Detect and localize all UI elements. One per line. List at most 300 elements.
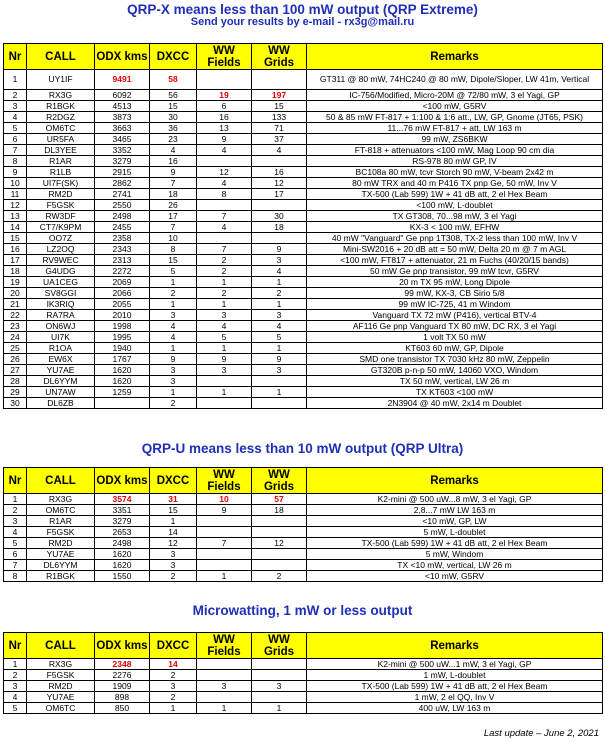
cell-nr: 5 <box>4 123 27 134</box>
table-header-row <box>4 44 603 70</box>
cell-grids: 37 <box>252 134 307 145</box>
cell-fields: 2 <box>197 255 252 266</box>
cell-remarks: 50 & 85 mW FT-817 + 1:100 & 1:6 att., LW, GP, Gnome (JT65, PSK) <box>307 112 603 123</box>
cell-grids: 57 <box>252 494 307 505</box>
cell-nr: 13 <box>4 211 27 222</box>
cell-nr: 18 <box>4 266 27 277</box>
cell-call: DL6YYM <box>27 376 95 387</box>
cell-odx: 2550 <box>95 200 150 211</box>
cell-remarks: 40 mW "Vanguard" Ge pnp 1T308, TX-2 less than 100 mW, Inv V <box>307 233 603 244</box>
cell-remarks: RS-978 80 mW GP, IV <box>307 156 603 167</box>
table-header-row <box>4 633 603 659</box>
cell-dxcc: 15 <box>150 255 197 266</box>
cell-remarks: FT-818 + attenuators <100 mW, Mag Loop 90 cm dia <box>307 145 603 156</box>
cell-grids <box>252 659 307 670</box>
cell-nr: 27 <box>4 365 27 376</box>
col-dxcc-header: DXCC <box>150 468 197 494</box>
cell-fields: 13 <box>197 123 252 134</box>
cell-remarks: Vanguard TX 72 mW (P416), vertical BTV-4 <box>307 310 603 321</box>
cell-odx: 2653 <box>95 527 150 538</box>
cell-fields: 8 <box>197 189 252 200</box>
cell-grids: 1 <box>252 343 307 354</box>
cell-odx: 2358 <box>95 233 150 244</box>
table-row <box>4 200 603 211</box>
cell-grids <box>252 398 307 409</box>
table-row <box>4 527 603 538</box>
cell-nr: 16 <box>4 244 27 255</box>
cell-call: UA1CEG <box>27 277 95 288</box>
col-odx-header: ODX kms <box>95 468 150 494</box>
cell-call: IK3RIQ <box>27 299 95 310</box>
cell-grids: 1 <box>252 299 307 310</box>
cell-dxcc: 3 <box>150 310 197 321</box>
qrp-u-title: QRP-U means less than 10 mW output (QRP Ultra) <box>141 441 464 456</box>
cell-fields: 2 <box>197 288 252 299</box>
cell-dxcc: 31 <box>150 494 197 505</box>
cell-odx: 1620 <box>95 376 150 387</box>
cell-remarks: TX 50 mW, vertical, LW 26 m <box>307 376 603 387</box>
cell-fields: 1 <box>197 387 252 398</box>
table-row <box>4 365 603 376</box>
cell-grids <box>252 516 307 527</box>
cell-fields: 9 <box>197 505 252 516</box>
cell-dxcc: 9 <box>150 354 197 365</box>
cell-remarks: 1 mW, 2 el QQ, Inv V <box>307 692 603 703</box>
cell-odx: 2455 <box>95 222 150 233</box>
cell-remarks: SMD one transistor TX 7030 kHz 80 mW, Zeppelin <box>307 354 603 365</box>
cell-odx <box>95 398 150 409</box>
cell-fields <box>197 549 252 560</box>
cell-nr: 6 <box>4 134 27 145</box>
cell-call: UI7F(SK) <box>27 178 95 189</box>
col-fields-header: WW Fields <box>197 44 252 70</box>
table-row <box>4 90 603 101</box>
cell-dxcc: 4 <box>150 332 197 343</box>
cell-fields: 9 <box>197 134 252 145</box>
cell-nr: 26 <box>4 354 27 365</box>
cell-fields: 6 <box>197 101 252 112</box>
cell-nr: 2 <box>4 90 27 101</box>
cell-fields: 12 <box>197 167 252 178</box>
cell-remarks: 99 mW, ZS6BKW <box>307 134 603 145</box>
cell-grids: 4 <box>252 145 307 156</box>
cell-dxcc: 1 <box>150 299 197 310</box>
table-header-row <box>4 468 603 494</box>
cell-grids <box>252 549 307 560</box>
table-row <box>4 376 603 387</box>
cell-fields: 1 <box>197 277 252 288</box>
cell-odx: 3574 <box>95 494 150 505</box>
cell-grids: 18 <box>252 505 307 516</box>
table-row <box>4 70 603 90</box>
cell-call: CT7/K9PM <box>27 222 95 233</box>
cell-remarks: GT320B p-n-p 50 mW, 14060 VXO, Windom <box>307 365 603 376</box>
cell-odx: 4513 <box>95 101 150 112</box>
table-row <box>4 112 603 123</box>
cell-odx: 9491 <box>95 70 150 90</box>
table-row <box>4 299 603 310</box>
cell-remarks: TX KT603 <100 mW <box>307 387 603 398</box>
cell-grids <box>252 376 307 387</box>
cell-fields <box>197 670 252 681</box>
cell-dxcc: 16 <box>150 156 197 167</box>
cell-call: F5GSK <box>27 527 95 538</box>
cell-remarks: 20 m TX 95 mW, Long Dipole <box>307 277 603 288</box>
cell-call: UI7K <box>27 332 95 343</box>
cell-fields: 3 <box>197 681 252 692</box>
table-row <box>4 387 603 398</box>
cell-grids <box>252 560 307 571</box>
cell-remarks: TX <10 mW, vertical, LW 26 m <box>307 560 603 571</box>
table-row <box>4 288 603 299</box>
table-row <box>4 255 603 266</box>
cell-call: ON6WJ <box>27 321 95 332</box>
cell-nr: 22 <box>4 310 27 321</box>
cell-nr: 28 <box>4 376 27 387</box>
cell-call: EW6X <box>27 354 95 365</box>
cell-grids <box>252 233 307 244</box>
cell-remarks: Mini-SW2016 + 20 dB att = 50 mW, Delta 20 m @ 7 m AGL <box>307 244 603 255</box>
table-row <box>4 244 603 255</box>
cell-remarks: BC108a 80 mW, tcvr Storch 90 mW, V-beam 2x42 m <box>307 167 603 178</box>
cell-grids: 4 <box>252 266 307 277</box>
cell-odx: 1259 <box>95 387 150 398</box>
cell-odx: 1995 <box>95 332 150 343</box>
cell-remarks: <10 mW, GP, LW <box>307 516 603 527</box>
cell-odx: 2055 <box>95 299 150 310</box>
table-row <box>4 398 603 409</box>
cell-fields: 19 <box>197 90 252 101</box>
cell-grids: 18 <box>252 222 307 233</box>
cell-dxcc: 36 <box>150 123 197 134</box>
cell-nr: 7 <box>4 560 27 571</box>
cell-grids <box>252 200 307 211</box>
cell-fields: 1 <box>197 571 252 582</box>
cell-nr: 5 <box>4 538 27 549</box>
cell-dxcc: 8 <box>150 244 197 255</box>
cell-dxcc: 2 <box>150 571 197 582</box>
cell-odx: 2066 <box>95 288 150 299</box>
table-row <box>4 560 603 571</box>
cell-fields <box>197 70 252 90</box>
cell-fields <box>197 527 252 538</box>
cell-grids: 12 <box>252 178 307 189</box>
cell-call: R1AR <box>27 516 95 527</box>
cell-dxcc: 15 <box>150 505 197 516</box>
cell-dxcc: 1 <box>150 703 197 714</box>
table-row <box>4 222 603 233</box>
cell-grids <box>252 670 307 681</box>
cell-odx: 850 <box>95 703 150 714</box>
last-update-note: Last update – June 2, 2021 <box>483 728 599 739</box>
col-remarks-header: Remarks <box>307 468 603 494</box>
cell-call: R1OA <box>27 343 95 354</box>
cell-grids: 16 <box>252 167 307 178</box>
cell-dxcc: 4 <box>150 145 197 156</box>
col-remarks-header: Remarks <box>307 633 603 659</box>
cell-dxcc: 12 <box>150 538 197 549</box>
cell-fields: 7 <box>197 244 252 255</box>
cell-fields: 10 <box>197 494 252 505</box>
cell-dxcc: 3 <box>150 560 197 571</box>
cell-remarks: KT603 60 mW, GP, Dipole <box>307 343 603 354</box>
cell-nr: 8 <box>4 156 27 167</box>
cell-nr: 6 <box>4 549 27 560</box>
cell-nr: 14 <box>4 222 27 233</box>
cell-grids: 2 <box>252 288 307 299</box>
col-nr-header: Nr <box>4 44 27 70</box>
col-dxcc-header: DXCC <box>150 44 197 70</box>
cell-nr: 11 <box>4 189 27 200</box>
table-row <box>4 703 603 714</box>
cell-dxcc: 56 <box>150 90 197 101</box>
cell-grids: 3 <box>252 255 307 266</box>
cell-call: DL6ZB <box>27 398 95 409</box>
cell-nr: 25 <box>4 343 27 354</box>
col-call-header: CALL <box>27 44 95 70</box>
cell-dxcc: 3 <box>150 365 197 376</box>
cell-call: YU7AE <box>27 549 95 560</box>
cell-nr: 30 <box>4 398 27 409</box>
cell-dxcc: 2 <box>150 288 197 299</box>
cell-nr: 12 <box>4 200 27 211</box>
table-row <box>4 167 603 178</box>
table-row <box>4 277 603 288</box>
cell-dxcc: 18 <box>150 189 197 200</box>
cell-remarks: 1 mW, L-doublet <box>307 670 603 681</box>
cell-fields <box>197 376 252 387</box>
cell-nr: 3 <box>4 681 27 692</box>
cell-odx: 898 <box>95 692 150 703</box>
cell-grids: 1 <box>252 387 307 398</box>
cell-call: F5GSK <box>27 200 95 211</box>
cell-call: SV8GGI <box>27 288 95 299</box>
table-row <box>4 211 603 222</box>
table-row <box>4 354 603 365</box>
table-row <box>4 178 603 189</box>
table-row <box>4 101 603 112</box>
cell-remarks: <100 mW, L-doublet <box>307 200 603 211</box>
table-row <box>4 681 603 692</box>
cell-odx: 1909 <box>95 681 150 692</box>
cell-fields <box>197 560 252 571</box>
cell-dxcc: 1 <box>150 516 197 527</box>
col-dxcc-header: DXCC <box>150 633 197 659</box>
col-call-header: CALL <box>27 633 95 659</box>
cell-remarks: <100 mW, FT817 + attenuator, 21 m Fuchs (40/20/15 bands) <box>307 255 603 266</box>
cell-fields: 5 <box>197 332 252 343</box>
cell-call: RX3G <box>27 494 95 505</box>
cell-dxcc: 58 <box>150 70 197 90</box>
cell-call: RV9WEC <box>27 255 95 266</box>
cell-nr: 3 <box>4 516 27 527</box>
cell-fields <box>197 516 252 527</box>
cell-call: RX3G <box>27 659 95 670</box>
cell-remarks: 99 mW, KX-3, CB Sirio 5/8 <box>307 288 603 299</box>
col-grids-header: WW Grids <box>252 44 307 70</box>
cell-dxcc: 2 <box>150 670 197 681</box>
cell-nr: 24 <box>4 332 27 343</box>
cell-odx: 2498 <box>95 211 150 222</box>
cell-dxcc: 5 <box>150 266 197 277</box>
cell-odx: 1620 <box>95 365 150 376</box>
cell-dxcc: 30 <box>150 112 197 123</box>
col-nr-header: Nr <box>4 633 27 659</box>
cell-grids: 3 <box>252 310 307 321</box>
cell-call: UY1IF <box>27 70 95 90</box>
cell-remarks: 5 mW, L-doublet <box>307 527 603 538</box>
cell-dxcc: 2 <box>150 692 197 703</box>
cell-grids: 9 <box>252 244 307 255</box>
qrp-x-title: QRP-X means less than 100 mW output (QRP Extreme) <box>127 2 478 17</box>
cell-call: DL3YEE <box>27 145 95 156</box>
table-row <box>4 516 603 527</box>
cell-fields: 1 <box>197 299 252 310</box>
cell-call: UR5FA <box>27 134 95 145</box>
cell-grids: 1 <box>252 277 307 288</box>
cell-remarks: K2-mini @ 500 uW...1 mW, 3 el Yagi, GP <box>307 659 603 670</box>
col-grids-header: WW Grids <box>252 468 307 494</box>
cell-call: RM2D <box>27 681 95 692</box>
cell-odx: 2862 <box>95 178 150 189</box>
cell-grids <box>252 692 307 703</box>
cell-odx: 3352 <box>95 145 150 156</box>
cell-fields <box>197 233 252 244</box>
cell-remarks: 11...76 mW FT-817 + att, LW 163 m <box>307 123 603 134</box>
cell-odx: 1620 <box>95 549 150 560</box>
cell-remarks: TX-500 (Lab 599) 1W + 41 dB att, 2 el Hex Beam <box>307 681 603 692</box>
cell-call: RW3DF <box>27 211 95 222</box>
cell-nr: 4 <box>4 527 27 538</box>
col-nr-header: Nr <box>4 468 27 494</box>
cell-dxcc: 1 <box>150 387 197 398</box>
cell-remarks: TX-500 (Lab 599) 1W + 41 dB att, 2 el Hex Beam <box>307 189 603 200</box>
cell-dxcc: 7 <box>150 222 197 233</box>
cell-grids: 3 <box>252 365 307 376</box>
table-row <box>4 670 603 681</box>
cell-dxcc: 17 <box>150 211 197 222</box>
table-row <box>4 549 603 560</box>
col-fields-header: WW Fields <box>197 468 252 494</box>
cell-fields: 4 <box>197 222 252 233</box>
cell-grids <box>252 527 307 538</box>
cell-odx: 1550 <box>95 571 150 582</box>
table-row <box>4 538 603 549</box>
col-odx-header: ODX kms <box>95 44 150 70</box>
table-row <box>4 189 603 200</box>
table-row <box>4 233 603 244</box>
cell-nr: 3 <box>4 101 27 112</box>
cell-call: R1BGK <box>27 571 95 582</box>
cell-fields <box>197 200 252 211</box>
cell-remarks: 99 mW IC-725, 41 m Windom <box>307 299 603 310</box>
cell-call: UN7AW <box>27 387 95 398</box>
cell-nr: 23 <box>4 321 27 332</box>
cell-odx: 1998 <box>95 321 150 332</box>
cell-nr: 5 <box>4 703 27 714</box>
cell-fields: 1 <box>197 343 252 354</box>
cell-dxcc: 3 <box>150 681 197 692</box>
cell-odx: 2010 <box>95 310 150 321</box>
table-row <box>4 692 603 703</box>
cell-fields <box>197 692 252 703</box>
cell-nr: 4 <box>4 112 27 123</box>
cell-remarks: KX-3 < 100 mW, EFHW <box>307 222 603 233</box>
cell-call: F5GSK <box>27 670 95 681</box>
cell-odx: 2915 <box>95 167 150 178</box>
cell-remarks: 400 uW, LW 163 m <box>307 703 603 714</box>
cell-nr: 7 <box>4 145 27 156</box>
cell-odx: 2313 <box>95 255 150 266</box>
table-row <box>4 494 603 505</box>
cell-grids: 2 <box>252 571 307 582</box>
cell-grids <box>252 70 307 90</box>
cell-fields: 7 <box>197 211 252 222</box>
cell-remarks: <100 mW, G5RV <box>307 101 603 112</box>
cell-odx: 2348 <box>95 659 150 670</box>
cell-odx: 3465 <box>95 134 150 145</box>
cell-remarks: IC-756/Modified, Micro-20M @ 72/80 mW, 3 el Yagi, GP <box>307 90 603 101</box>
cell-call: RM2D <box>27 189 95 200</box>
table-row <box>4 343 603 354</box>
cell-grids <box>252 156 307 167</box>
cell-odx: 2276 <box>95 670 150 681</box>
cell-remarks: 5 mW, Windom <box>307 549 603 560</box>
cell-grids: 1 <box>252 703 307 714</box>
cell-nr: 4 <box>4 692 27 703</box>
cell-remarks: GT311 @ 80 mW, 74HC240 @ 80 mW, Dipole/Sloper, LW 41m, Vertical <box>307 70 603 90</box>
cell-nr: 20 <box>4 288 27 299</box>
cell-dxcc: 3 <box>150 376 197 387</box>
col-fields-header: WW Fields <box>197 633 252 659</box>
cell-odx: 2343 <box>95 244 150 255</box>
table-row <box>4 310 603 321</box>
microwatting-title: Microwatting, 1 mW or less output <box>192 603 413 618</box>
cell-fields: 4 <box>197 145 252 156</box>
cell-odx: 2272 <box>95 266 150 277</box>
cell-odx: 6092 <box>95 90 150 101</box>
table-row <box>4 266 603 277</box>
cell-dxcc: 23 <box>150 134 197 145</box>
table-row <box>4 321 603 332</box>
cell-remarks: 80 mW TRX and 40 m P416 TX pnp Ge, 50 mW, Inv V <box>307 178 603 189</box>
cell-odx: 3663 <box>95 123 150 134</box>
cell-nr: 1 <box>4 70 27 90</box>
col-odx-header: ODX kms <box>95 633 150 659</box>
cell-fields <box>197 398 252 409</box>
cell-nr: 17 <box>4 255 27 266</box>
cell-remarks: TX GT308, 70...98 mW, 3 el Yagi <box>307 211 603 222</box>
cell-nr: 2 <box>4 670 27 681</box>
cell-odx: 2069 <box>95 277 150 288</box>
col-call-header: CALL <box>27 468 95 494</box>
cell-grids: 133 <box>252 112 307 123</box>
cell-nr: 10 <box>4 178 27 189</box>
cell-remarks: 1 volt TX 50 mW <box>307 332 603 343</box>
table-row <box>4 659 603 670</box>
cell-fields: 3 <box>197 365 252 376</box>
cell-nr: 2 <box>4 505 27 516</box>
cell-odx: 1620 <box>95 560 150 571</box>
cell-grids: 15 <box>252 101 307 112</box>
cell-dxcc: 2 <box>150 398 197 409</box>
cell-fields <box>197 659 252 670</box>
table-row <box>4 505 603 516</box>
cell-grids: 5 <box>252 332 307 343</box>
cell-nr: 9 <box>4 167 27 178</box>
cell-call: R1LB <box>27 167 95 178</box>
cell-remarks: AF116 Ge pnp Vanguard TX 80 mW, DC RX, 3 el Yagi <box>307 321 603 332</box>
